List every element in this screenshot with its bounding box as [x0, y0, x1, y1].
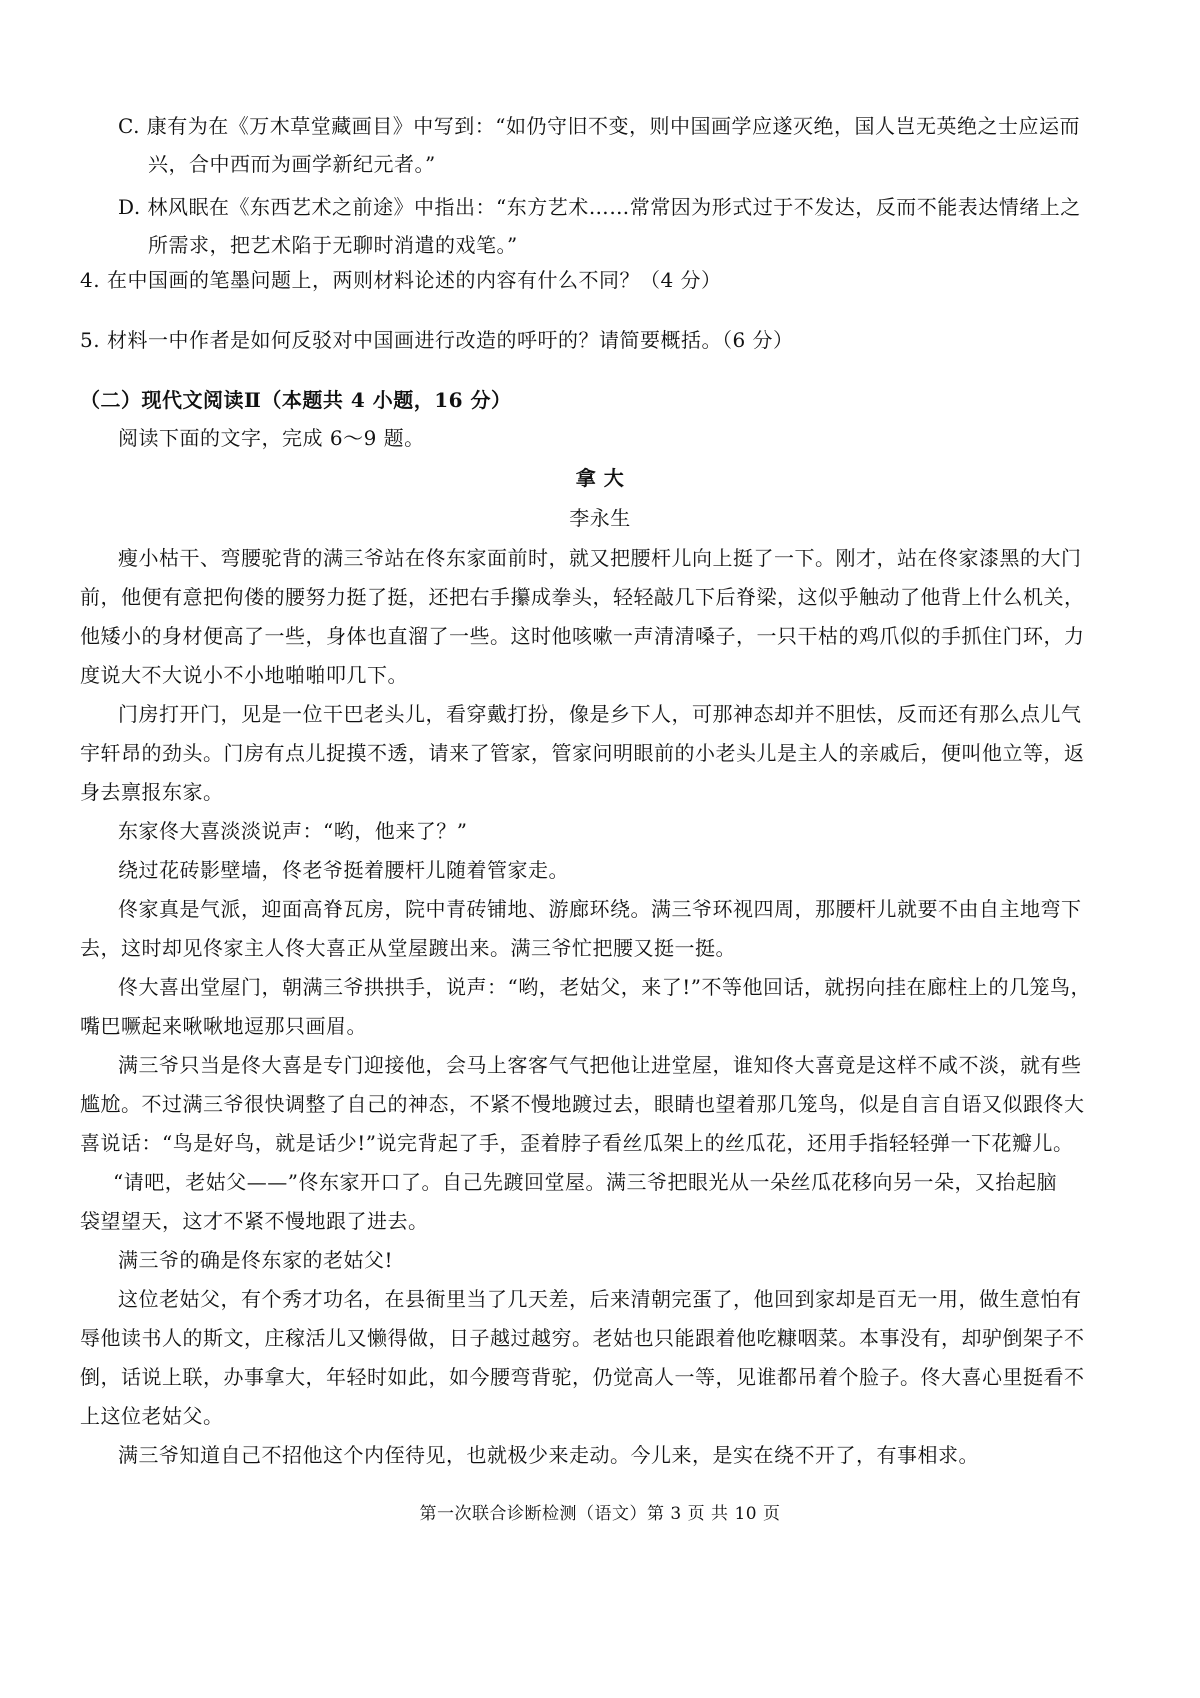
article-line: 瘦小枯干、弯腰驼背的满三爷站在佟东家面前时，就又把腰杆儿向上挺了一下。刚才，站在佟家漆黑的大门 [118, 546, 1082, 570]
article-line: 喜说话：“鸟是好鸟，就是话少!”说完背起了手，歪着脖子看丝瓜架上的丝瓜花，还用手指轻轻弹一下花瓣儿。 [80, 1131, 1074, 1155]
article-title: 拿 大 [575, 466, 625, 490]
section-instruction: 阅读下面的文字，完成 6～9 题。 [118, 426, 425, 450]
article-line: 嘴巴噘起来啾啾地逗那只画眉。 [80, 1014, 367, 1038]
article-line: 满三爷的确是佟东家的老姑父! [118, 1248, 394, 1272]
article-line: 门房打开门，见是一位干巴老头儿，看穿戴打扮，像是乡下人，可那神态却并不胆怯，反而还有那么点儿气 [118, 702, 1082, 726]
article-line: 去，这时却见佟家主人佟大喜正从堂屋踱出来。满三爷忙把腰又挺一挺。 [80, 936, 736, 960]
option-c-line-1: C. 康有为在《万木草堂藏画目》中写到：“如仍守旧不变，则中国画学应遂灭绝，国人岂无英绝之士应运而 [118, 114, 1081, 138]
article-line: 上这位老姑父。 [80, 1404, 224, 1428]
article-line: 佟大喜出堂屋门，朝满三爷拱拱手，说声：“哟，老姑父，来了!”不等他回话，就拐向挂在廊柱上的几笼鸟， [118, 975, 1091, 999]
article-line: “请吧，老姑父——”佟东家开口了。自己先踱回堂屋。满三爷把眼光从一朵丝瓜花移向另一朵，又抬起脑 [113, 1170, 1057, 1194]
article-line: 满三爷只当是佟大喜是专门迎接他，会马上客客气气把他让进堂屋，谁知佟大喜竟是这样不咸不淡，就有些 [118, 1053, 1082, 1077]
article-line: 袋望望天，这才不紧不慢地跟了进去。 [80, 1209, 429, 1233]
article-line: 满三爷知道自己不招他这个内侄待见，也就极少来走动。今儿来，是实在绕不开了，有事相求。 [118, 1443, 979, 1467]
page-footer: 第一次联合诊断检测（语文）第 3 页 共 10 页 [419, 1504, 781, 1524]
article-line: 东家佟大喜淡淡说声：“哟，他来了？” [118, 819, 468, 843]
article-line: 尴尬。不过满三爷很快调整了自己的神态，不紧不慢地踱过去，眼睛也望着那几笼鸟，似是自言自语又似跟佟大 [80, 1092, 1085, 1116]
option-c-line-2: 兴，合中西而为画学新纪元者。” [148, 152, 436, 176]
article-line: 这位老姑父，有个秀才功名，在县衙里当了几天差，后来清朝完蛋了，他回到家却是百无一用，做生意怕有 [118, 1287, 1082, 1311]
article-line: 身去禀报东家。 [80, 780, 224, 804]
article-line: 宇轩昂的劲头。门房有点儿捉摸不透，请来了管家，管家问明眼前的小老头儿是主人的亲戚后，便叫他立等，返 [80, 741, 1085, 765]
article-author: 李永生 [569, 506, 631, 530]
question-4: 4. 在中国画的笔墨问题上，两则材料论述的内容有什么不同？（4 分） [80, 268, 722, 292]
option-d-line-2: 所需求，把艺术陷于无聊时消遣的戏笔。” [148, 233, 518, 257]
article-line: 他矮小的身材便高了一些，身体也直溜了一些。这时他咳嗽一声清清嗓子，一只干枯的鸡爪似的手抓住门环，力 [80, 624, 1085, 648]
question-5: 5. 材料一中作者是如何反驳对中国画进行改造的呼吁的？请简要概括。（6 分） [80, 328, 794, 352]
article-line: 度说大不大说小不小地啪啪叩几下。 [80, 663, 408, 687]
article-line: 佟家真是气派，迎面高脊瓦房，院中青砖铺地、游廊环绕。满三爷环视四周，那腰杆儿就要不由自主地弯下 [118, 897, 1082, 921]
option-d-line-1: D. 林风眠在《东西艺术之前途》中指出：“东方艺术……常常因为形式过于不发达，反而不能表达情绪上之 [118, 195, 1081, 219]
article-line: 前，他便有意把佝偻的腰努力挺了挺，还把右手攥成拳头，轻轻敲几下后脊梁，这似乎触动了他背上什么机关， [80, 585, 1085, 609]
article-line: 辱他读书人的斯文，庄稼活儿又懒得做，日子越过越穷。老姑也只能跟着他吃糠咽菜。本事没有，却驴倒架子不 [80, 1326, 1085, 1350]
article-line: 绕过花砖影壁墙，佟老爷挺着腰杆儿随着管家走。 [118, 858, 569, 882]
section-heading: （二）现代文阅读Ⅱ（本题共 4 小题，16 分） [80, 388, 512, 412]
article-line: 倒，话说上联，办事拿大，年轻时如此，如今腰弯背驼，仍觉高人一等，见谁都吊着个脸子。佟大喜心里挺看不 [80, 1365, 1085, 1389]
